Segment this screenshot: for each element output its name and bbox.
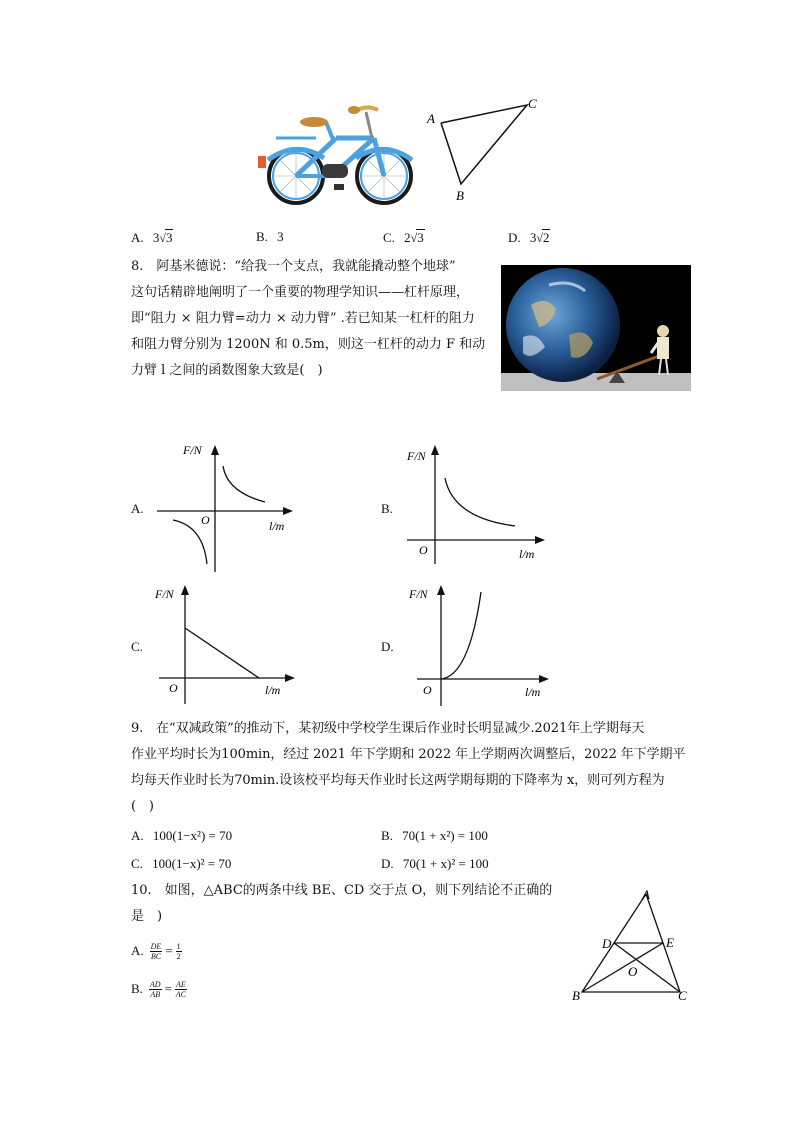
option-letter: C. [383,230,395,245]
q9-line: 作业平均时长为100min，经过 2021 年下学期和 2022 年上学期两次调整后，2022 年下学期平 [131,747,686,762]
q8-option-a[interactable] [131,440,301,580]
q7-option-b[interactable] [256,229,284,245]
q9-line: 9. 在“双减政策”的推动下，某初级中学校学生课后作业时长明显减少.2021年上学期每天 [131,721,645,736]
option-letter: D. [381,856,394,871]
q10-option-b[interactable]: B. $\frac{AD}{AB}$ = $\frac{AE}{AC}$ [131,979,186,999]
archimedes-earth-image [501,265,691,391]
option-text: 70(1 + x²) = 100 [402,828,488,843]
x-axis-label: l/m [265,683,281,697]
graph-a [151,440,321,580]
point-label-a: A [642,887,650,902]
frac-num: DE [150,941,162,951]
fraction-one-half [176,942,182,961]
option-letter: A. [131,828,144,843]
q8-line: 即“阻力 × 阻力臂=动力 × 动力臂” .若已知某一杠杆的阻力 [131,311,475,326]
option-letter: A. [131,230,144,245]
option-text: 70(1 + x)² = 100 [402,856,489,871]
point-label-d: D [602,936,612,951]
q10-stem [131,878,571,930]
option-letter: D. [508,230,521,245]
option-letter: A. [131,501,144,516]
q8-line: 这句话精辟地阐明了一个重要的物理学知识——杠杆原理， [131,285,470,300]
frac-num: AD [149,979,161,989]
option-letter: C. [131,856,143,871]
frac-den: 2 [176,951,181,961]
option-coef: 3 [277,229,284,244]
point-label-e: E [666,935,674,950]
q8-line: 8. 阿基米德说：“给我一个支点，我就能撬动整个地球” [131,259,456,274]
option-letter: C. [131,639,143,654]
point-label-c: C [528,96,537,111]
frac-den: AB [150,989,161,999]
q9-stem [131,716,691,820]
option-letter: B. [131,981,143,996]
q10-line: 是 ) [131,909,163,924]
option-text: 100(1−x)² = 70 [152,856,232,871]
q10-line: 10. 如图，△ABC的两条中线 BE、CD 交于点 O，则下列结论不正确的 [131,883,553,898]
triangle-medians-figure [566,884,696,1008]
option-coef: 3 [152,230,160,245]
option-letter: D. [381,639,394,654]
y-axis-label: F/N [407,449,426,463]
fraction-de-bc [150,942,163,961]
option-letter: B. [381,828,393,843]
frac-num: 1 [176,941,181,951]
point-label-a: A [427,111,435,126]
q8-stem [131,254,501,384]
origin-label: O [419,543,428,557]
q10-option-a[interactable]: A. $\frac{DE}{BC}$ = $\frac{1}{2}$ [131,941,181,961]
q9-line: ( ) [131,799,154,814]
graph-c [153,580,323,710]
frac-den: AC [175,989,186,999]
fraction-ae-ac [175,980,187,999]
q9-line: 均每天作业时长为70min.设该校平均每天作业时长这两学期每期的下降率为 x，则可列方程为 [131,773,665,788]
graph-d [403,580,573,710]
frac-den: BC [150,951,162,961]
q8-option-c[interactable] [131,580,301,710]
q8-line: 和阻力臂分别为 1200N 和 0.5m，则这一杠杆的动力 F 和动 [131,337,486,352]
x-axis-label: l/m [269,519,285,533]
option-letter: B. [256,229,268,244]
q8-option-b[interactable] [381,440,551,580]
triangle-abc-figure [422,96,542,206]
option-radicand: 3 [417,230,424,245]
y-axis-label: F/N [155,587,174,601]
q8-option-d[interactable] [381,580,551,710]
q7-option-c[interactable]: C. 2√3 [383,230,424,245]
origin-label: O [423,683,432,697]
y-axis-label: F/N [183,443,202,457]
point-label-c: C [678,988,687,1003]
frac-num: AE [175,979,186,989]
q9-option-a[interactable] [131,828,232,844]
point-label-b: B [456,188,464,203]
option-coef: 3 [529,230,537,245]
option-text: 100(1−x²) = 70 [152,828,233,843]
x-axis-label: l/m [519,547,535,561]
option-coef: 2 [404,230,411,245]
graph-b [403,440,573,580]
q7-option-a[interactable]: A. 3√3 [131,230,173,245]
option-letter: A. [131,943,144,958]
x-axis-label: l/m [525,685,541,699]
bicycle-image [256,98,416,206]
q9-option-d[interactable] [381,856,489,872]
q9-option-b[interactable] [381,828,488,844]
y-axis-label: F/N [409,587,428,601]
fraction-ad-ab [149,980,162,999]
q8-line: 力臂 l 之间的函数图象大致是( ) [131,363,323,378]
origin-label: O [169,681,178,695]
point-label-b: B [572,988,580,1003]
point-label-o: O [628,964,638,979]
option-radicand: 3 [165,230,173,245]
origin-label: O [201,513,210,527]
option-radicand: 2 [542,230,550,245]
option-letter: B. [381,501,393,516]
q9-option-c[interactable] [131,856,231,872]
q7-option-d[interactable]: D. 3√2 [508,230,550,245]
